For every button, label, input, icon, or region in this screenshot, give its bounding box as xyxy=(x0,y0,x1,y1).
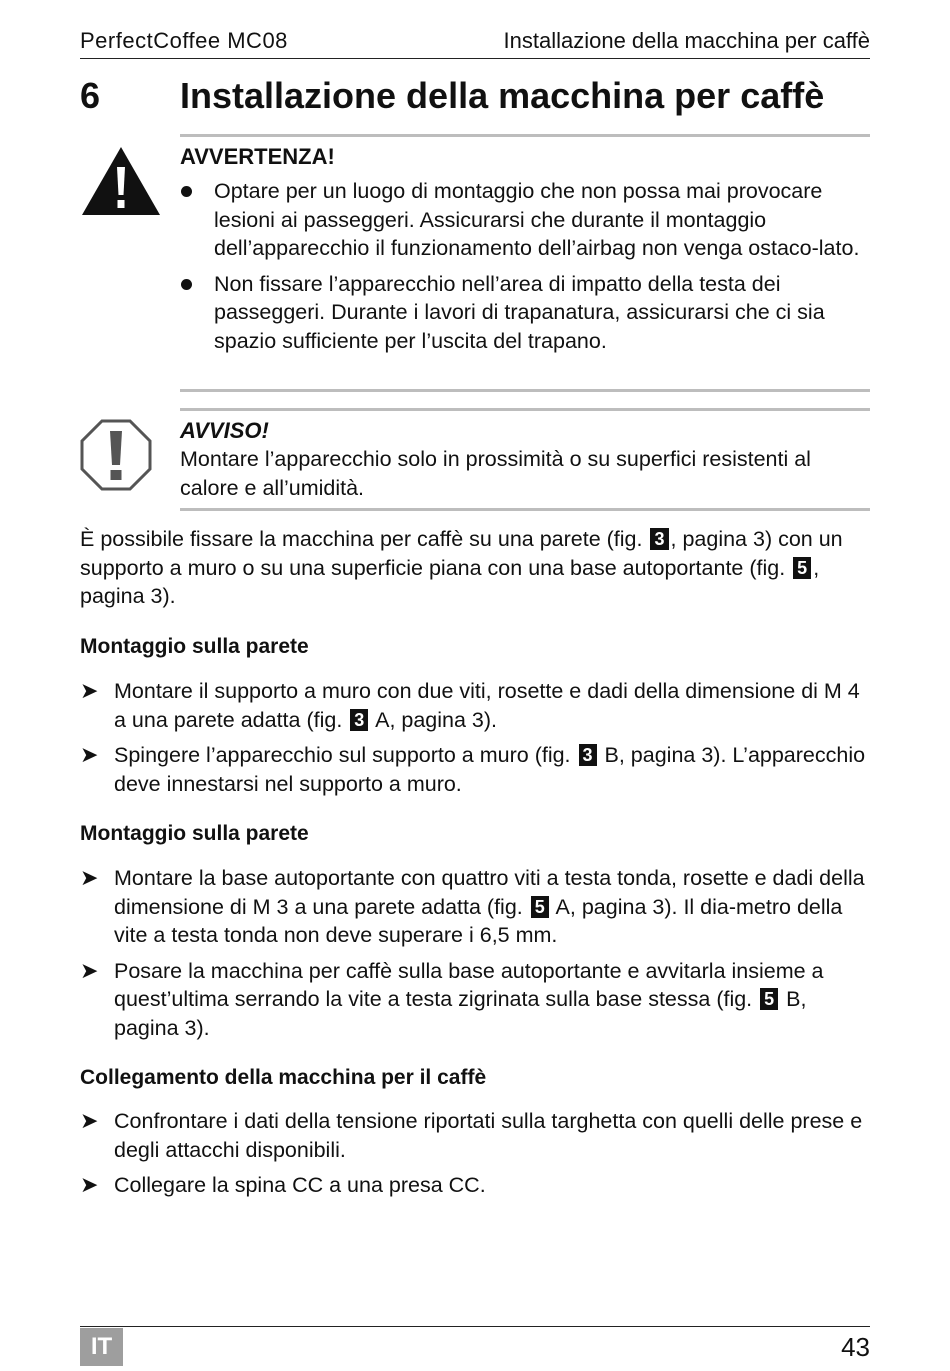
intro-paragraph xyxy=(80,525,875,611)
step-text: A, pagina 3). xyxy=(370,707,498,732)
intro-text: , pagina 3). xyxy=(80,555,820,609)
step-text: Spingere l’apparecchio sul supporto a muro (fig. xyxy=(114,743,571,768)
header-divider xyxy=(80,58,870,59)
step-text: A, pagina 3). Il dia-metro della vite a testa tonda non deve superare i 6,5 mm. xyxy=(114,894,843,948)
wall-mount-heading: Montaggio sulla parete xyxy=(80,635,309,658)
step-text: Confrontare i dati della tensione riportati sulla targhetta con quelli delle prese e degli attacchi disponibili. xyxy=(114,1109,863,1162)
warning-bottom-divider xyxy=(180,389,870,392)
list-item xyxy=(80,1171,870,1200)
warning-triangle-icon xyxy=(80,145,162,217)
connection-heading: Collegamento della macchina per il caffè xyxy=(80,1066,487,1089)
header-chapter-title: Installazione della macchina per caffè xyxy=(503,28,870,53)
section-number: 6 xyxy=(80,75,101,116)
section-title: Installazione della macchina per caffè xyxy=(180,75,825,116)
list-item xyxy=(80,741,870,798)
figure-ref-badge: 5 xyxy=(531,896,549,918)
arrow-icon: ➤ xyxy=(80,1108,99,1133)
page-number: 43 xyxy=(841,1332,870,1362)
arrow-icon: ➤ xyxy=(80,1172,99,1198)
base-mount-steps xyxy=(80,864,870,1050)
intro-text: È possibile fissare la macchina per caffè su una parete (fig. xyxy=(80,527,643,551)
step-text: Collegare la spina CC a una presa CC. xyxy=(114,1173,486,1198)
list-item xyxy=(80,677,870,734)
arrow-icon: ➤ xyxy=(80,742,99,768)
warning-list xyxy=(180,177,870,363)
footer-divider xyxy=(80,1326,870,1327)
connection-steps xyxy=(80,1107,870,1207)
warning-item-text: Non fissare l’apparecchio nell’area di impatto della testa dei passeggeri. Durante i lavori di trapanatura, assicurarsi che ci sia spazio sufficiente per l’uscita del trapano. xyxy=(214,271,825,353)
warning-item-text: Optare per un luogo di montaggio che non possa mai provocare lesioni ai passeggeri. Assicurarsi che durante il montaggio dell’apparecchio il funzionamento dell’airbag non venga ostaco-lato. xyxy=(214,179,860,261)
warning-top-divider xyxy=(180,134,870,137)
step-text: B, pagina 3). xyxy=(114,987,807,1040)
language-badge: IT xyxy=(80,1328,123,1366)
header-product-name: PerfectCoffee MC08 xyxy=(80,28,288,53)
wall-mount-steps xyxy=(80,677,870,805)
step-text: Posare la macchina per caffè sulla base autoportante e avvitarla insieme a quest’ultima serrando la vite a testa zigrinata sulla base stessa (fig. xyxy=(114,958,824,1012)
bullet-icon xyxy=(181,279,192,290)
notice-octagon-icon xyxy=(80,419,152,491)
notice-text: Montare l’apparecchio solo in prossimità o su superfici resistenti al calore e all’umidità. xyxy=(180,447,811,500)
step-text: Montare il supporto a muro con due viti, rosette e dadi della dimensione di M 4 a una parete adatta (fig. xyxy=(114,679,860,732)
list-item xyxy=(180,270,870,356)
warning-heading: AVVERTENZA! xyxy=(180,144,335,169)
figure-ref-badge: 3 xyxy=(650,528,668,550)
bullet-icon xyxy=(181,186,192,197)
step-text: B, pagina 3). L’apparecchio deve innestarsi nel supporto a muro. xyxy=(114,743,866,796)
step-text: Montare la base autoportante con quattro viti a testa tonda, rosette e dadi della dimensione di M 3 a una parete adatta (fig. xyxy=(114,866,865,919)
list-item xyxy=(80,1107,870,1164)
intro-text: , pagina 3) con un supporto a muro o su una superficie piana con una base autoportante (fig. xyxy=(80,527,843,580)
arrow-icon: ➤ xyxy=(80,678,99,703)
notice-top-divider xyxy=(180,408,870,411)
figure-ref-badge: 3 xyxy=(350,709,368,731)
notice-bottom-divider xyxy=(180,508,870,511)
figure-ref-badge: 3 xyxy=(579,744,597,766)
figure-ref-badge: 5 xyxy=(760,988,778,1010)
arrow-icon: ➤ xyxy=(80,865,99,890)
list-item xyxy=(80,957,870,1043)
figure-ref-badge: 5 xyxy=(793,557,811,579)
list-item xyxy=(80,864,870,950)
base-mount-heading: Montaggio sulla parete xyxy=(80,822,309,845)
notice-heading: AVVISO! xyxy=(180,418,269,443)
arrow-icon: ➤ xyxy=(80,957,99,983)
list-item xyxy=(180,177,870,263)
